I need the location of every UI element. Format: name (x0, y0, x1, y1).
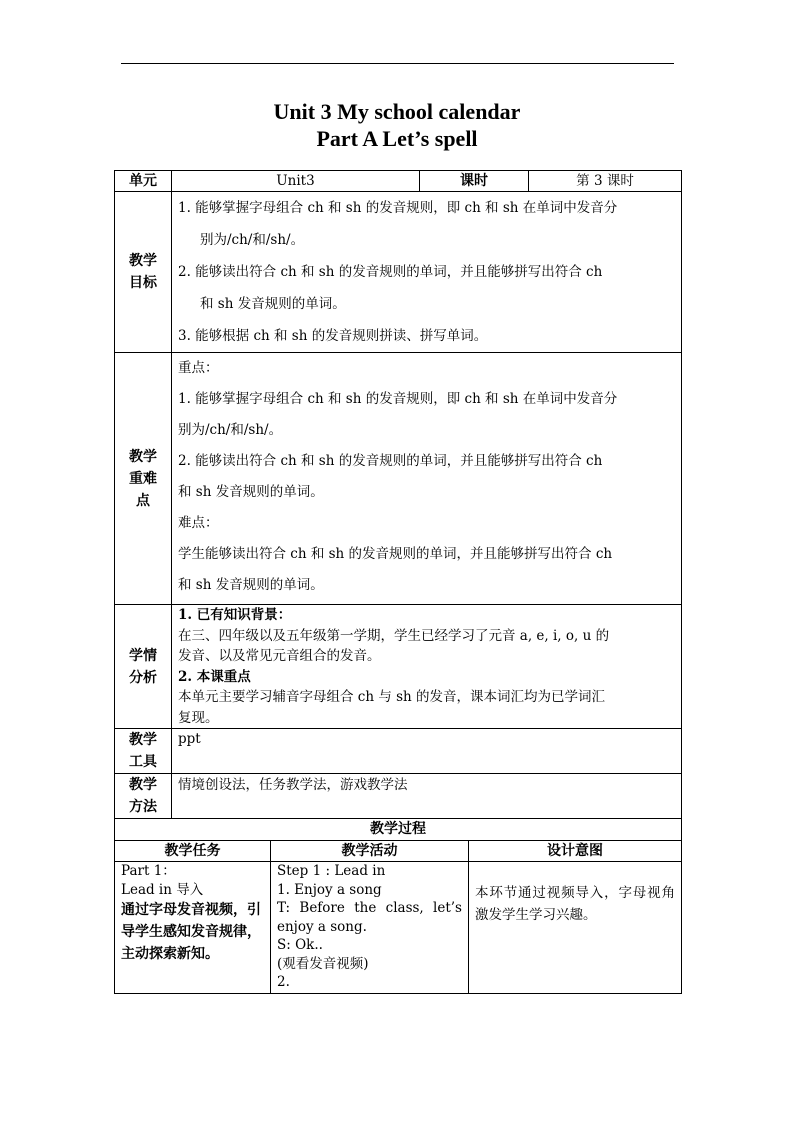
key-points-label: 教学 重难 点 (115, 353, 172, 605)
objective-item: 别为/ch/和/sh/。 (200, 232, 305, 248)
unit-label: 单元 (115, 171, 172, 192)
activity-line: S: Ok.. (277, 937, 323, 953)
process-header-row (115, 841, 682, 862)
activity-line: 1. Enjoy a song (277, 881, 382, 898)
col-task-header: 教学任务 (115, 841, 271, 862)
col-activity-header: 教学活动 (271, 841, 469, 862)
objective-item: 1. 能够掌握字母组合 ch 和 sh 的发音规则，即 ch 和 sh 在单词中发音分 (178, 200, 618, 216)
unit-value: Unit3 (172, 171, 420, 192)
tools-row (115, 729, 682, 774)
key-points-row (115, 353, 682, 605)
objectives-content (172, 192, 682, 353)
key-point-line: 1. 能够掌握字母组合 ch 和 sh 的发音规则，即 ch 和 sh 在单词中发音分 (178, 391, 618, 407)
situation-label: 学情 分析 (115, 605, 172, 729)
document-subtitle: Part A Let’s spell (316, 126, 478, 151)
col-intent-header: 设计意图 (469, 841, 682, 862)
methods-label: 教学 方法 (115, 774, 172, 819)
objectives-label: 教学 目标 (115, 192, 172, 353)
task-purpose: 通过字母发音视频，引导学生感知发音规律，主动探索新知。 (121, 902, 261, 962)
situation-row (115, 605, 682, 729)
process-row (115, 862, 682, 994)
process-title-row (115, 819, 682, 841)
tools-label: 教学 工具 (115, 729, 172, 774)
key-point-line: 重点： (178, 360, 219, 376)
activity-line: (观看发音视频) (277, 955, 369, 972)
key-point-line: 2. 能够读出符合 ch 和 sh 的发音规则的单词，并且能够拼写出符合 ch (178, 453, 603, 469)
situation-heading: 2. 本课重点 (178, 668, 251, 685)
period-value: 第 3 课时 (529, 171, 682, 192)
objective-item: 2. 能够读出符合 ch 和 sh 的发音规则的单词，并且能够拼写出符合 ch (178, 264, 603, 280)
lesson-plan-table (114, 170, 682, 994)
task-cell (115, 862, 271, 994)
header-rule (121, 63, 674, 64)
situation-text: 本单元主要学习辅音字母组合 ch 与 sh 的发音，课本词汇均为已学词汇 (178, 689, 606, 705)
task-line: Part 1： (121, 863, 176, 879)
intent-text: 本环节通过视频导入，字母视角激发学生学习兴趣。 (475, 885, 675, 923)
situation-content (172, 605, 682, 729)
period-label: 课时 (420, 171, 529, 192)
objectives-row (115, 192, 682, 353)
objective-item: 和 sh 发音规则的单词。 (200, 296, 346, 312)
activity-line: T: Before the class, let’s enjoy a song. (277, 900, 462, 935)
task-line: Lead in 导入 (121, 881, 204, 898)
key-points-content (172, 353, 682, 605)
situation-text: 发音、以及常见元音组合的发音。 (178, 648, 381, 664)
methods-row (115, 774, 682, 819)
situation-text: 复现。 (178, 709, 219, 726)
activity-line: 2. (277, 974, 290, 990)
document-title: Unit 3 My school calendar (273, 99, 521, 124)
process-title: 教学过程 (115, 819, 682, 841)
key-point-line: 难点： (178, 515, 219, 531)
activity-cell (271, 862, 469, 994)
key-point-line: 和 sh 发音规则的单词。 (178, 577, 324, 593)
activity-line: Step 1 : Lead in (277, 863, 386, 879)
situation-text: 在三、四年级以及五年级第一学期，学生已经学习了元音 a, e, i, o, u 的 (178, 627, 610, 644)
key-point-line: 学生能够读出符合 ch 和 sh 的发音规则的单词，并且能够拼写出符合 ch (178, 546, 613, 562)
unit-row (115, 171, 682, 192)
tools-value: ppt (172, 729, 682, 774)
situation-heading: 1. 已有知识背景： (178, 607, 292, 623)
key-point-line: 和 sh 发音规则的单词。 (178, 484, 324, 500)
key-point-line: 别为/ch/和/sh/。 (178, 422, 283, 438)
objective-item: 3. 能够根据 ch 和 sh 的发音规则拼读、拼写单词。 (178, 328, 488, 344)
methods-value: 情境创设法，任务教学法，游戏教学法 (172, 774, 682, 819)
intent-cell (469, 862, 682, 994)
